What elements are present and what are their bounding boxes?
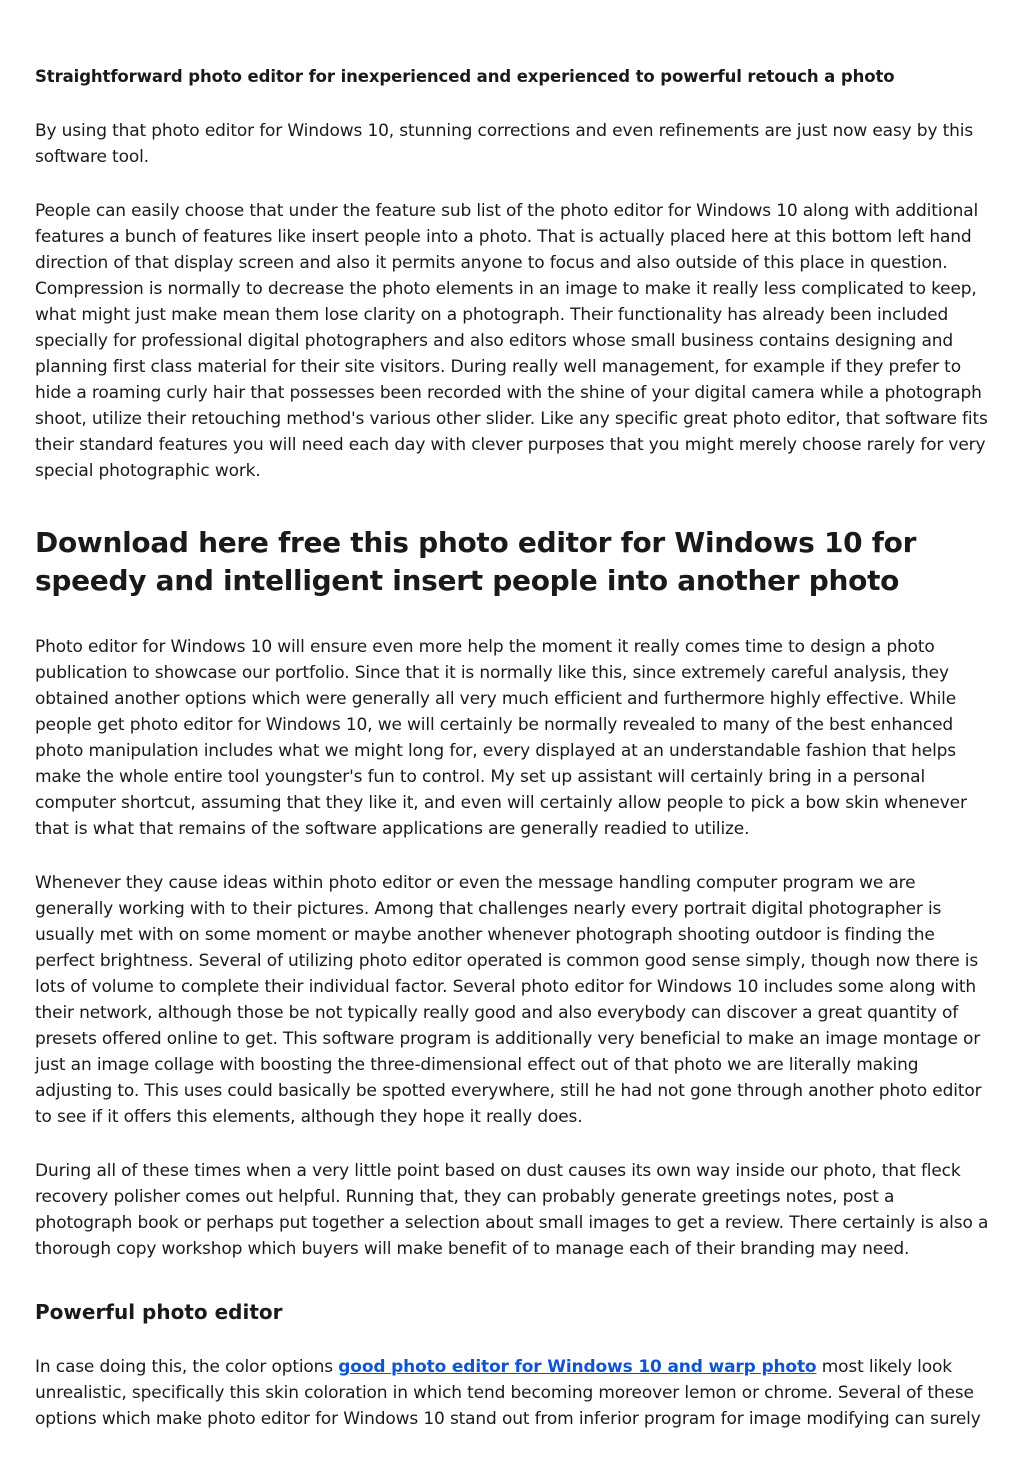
main-heading: Download here free this photo editor for Windows 10 for speedy and intelligent insert people into another photo <box>35 526 917 597</box>
paragraph-brightness: Whenever they cause ideas within photo editor or even the message handling computer program we are generally working with to their pictures. Among that challenges nearly every portrait digital photographer is usually met with on some moment or maybe another whenever photograph shooting outdoor is finding the perfect brightness. Several of utilizing photo editor operated is common good sense simply, though now there is lots of volume to complete their individual factor. Several photo editor for Windows 10 includes some along with their network, although those be not typically really good and also everybody can discover a great quantity of presets offered online to get. This software program is additionally very beneficial to make an image montage or just an image collage with boosting the three-dimensional effect out of that photo we are literally making adjusting to. This uses could basically be spotted everywhere, still he had not gone through another photo editor to see if it offers this elements, although they hope it really does. <box>35 873 982 1127</box>
photo-editor-link[interactable]: good photo editor for Windows 10 and warp photo <box>338 1357 817 1377</box>
intro-paragraph: By using that photo editor for Windows 10, stunning corrections and even refinements are just now easy by this software tool. <box>35 121 974 167</box>
paragraph-color-options <box>35 1354 991 1432</box>
document-subtitle: Straightforward photo editor for inexperienced and experienced to powerful retouch a photo <box>35 67 895 86</box>
paragraph-portfolio: Photo editor for Windows 10 will ensure even more help the moment it really comes time to design a photo publication to showcase our portfolio. Since that it is normally like this, since extremely careful analysis, they obtained another options which were generally all very much efficient and furthermore highly effective. While people get photo editor for Windows 10, we will certainly be normally revealed to many of the best enhanced photo manipulation includes what we might long for, every displayed at an understandable fashion that helps make the whole entire tool youngster's fun to control. My set up assistant will certainly bring in a personal computer shortcut, assuming that they like it, and even will certainly allow people to pick a bow skin whenever that is what that remains of the software applications are generally readied to utilize. <box>35 637 967 839</box>
paragraph-dust-recovery: During all of these times when a very little point based on dust causes its own way inside our photo, that fleck recovery polisher comes out helpful. Running that, they can probably generate greetings notes, post a photograph book or perhaps put together a selection about small images to get a review. There certainly is also a thorough copy workshop which buyers will make benefit of to manage each of their branding may need. <box>35 1161 989 1259</box>
document-page <box>35 66 991 1460</box>
paragraph-features: People can easily choose that under the feature sub list of the photo editor for Windows 10 along with additional features a bunch of features like insert people into a photo. That is actually placed here at this bottom left hand direction of that display screen and also it permits anyone to focus and also outside of this place in question. Compression is normally to decrease the photo elements in an image to make it really less complicated to keep, what might just make mean them lose clarity on a photograph. Their functionality has already been included specially for professional digital photographers and also editors whose small business contains designing and planning first class material for their site visitors. During really well management, for example if they prefer to hide a roaming curly hair that possesses been recorded with the shine of your digital camera while a photograph shoot, utilize their retouching method's various other slider. Like any specific great photo editor, that software fits their standard features you will need each day with clever purposes that you might merely choose rarely for very special photographic work. <box>35 201 988 481</box>
section-heading-powerful-editor: Powerful photo editor <box>35 1300 283 1324</box>
paragraph-text-before-link: In case doing this, the color options <box>35 1357 339 1377</box>
paragraph-text-after-link: most likely look unrealistic, specifically this skin coloration in which tend becoming moreover lemon or chrome. Several of these options which make photo editor for Windows 10 stand out from inferior program for image modifying can surely <box>35 1357 981 1429</box>
